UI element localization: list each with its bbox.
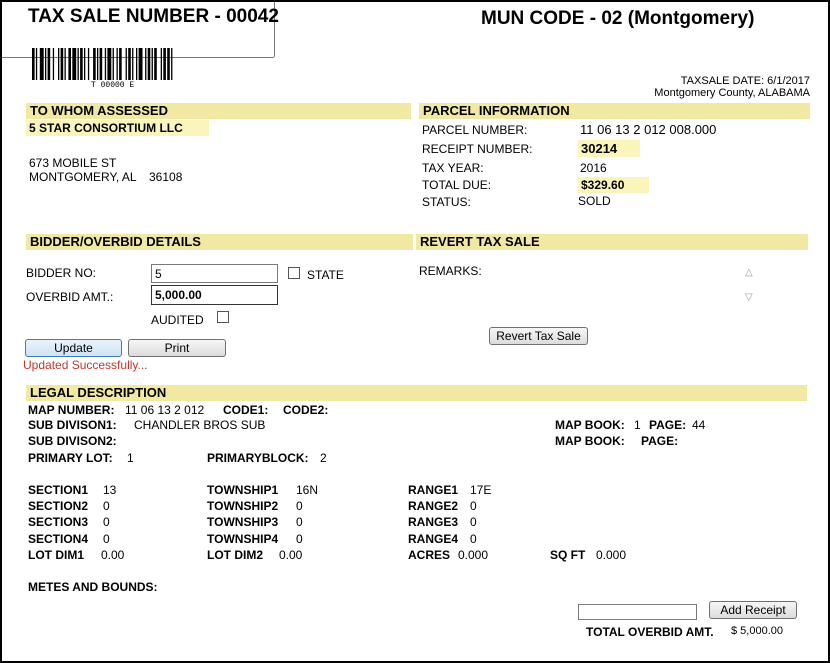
assessed-name: 5 STAR CONSORTIUM LLC (26, 120, 209, 136)
status-label: STATUS: (422, 195, 471, 209)
section-header-bidder-overbid: BIDDER/OVERBID DETAILS (26, 234, 413, 250)
township4-label: TOWNSHIP4 (207, 532, 279, 546)
lot-dim1-value: 0.00 (101, 548, 125, 562)
audited-label: AUDITED (151, 313, 204, 327)
remarks-label: REMARKS: (419, 264, 482, 278)
township3-value: 0 (296, 515, 303, 529)
overbid-amt-input[interactable] (151, 285, 278, 305)
range4-value: 0 (470, 532, 477, 546)
assessed-address: 673 MOBILE ST (29, 156, 117, 170)
parcel-number-value: 11 06 13 2 012 008.000 (580, 122, 717, 137)
township3-label: TOWNSHIP3 (207, 515, 279, 529)
total-overbid-value: $ 5,000.00 (731, 625, 783, 637)
map-number-label: MAP NUMBER: (28, 403, 115, 417)
section-header-parcel-information: PARCEL INFORMATION (419, 103, 810, 119)
section3-value: 0 (103, 515, 110, 529)
map-book-label-2: MAP BOOK: (555, 434, 625, 448)
update-button[interactable]: Update (25, 339, 122, 357)
range3-value: 0 (470, 515, 477, 529)
audited-checkbox[interactable] (217, 311, 229, 323)
mun-code-title: MUN CODE - 02 (Montgomery) (481, 8, 755, 29)
page-label-2: PAGE: (641, 434, 679, 448)
acres-label: ACRES (408, 548, 451, 562)
print-button[interactable]: Print (128, 339, 226, 357)
map-book-value-1: 1 (634, 418, 641, 432)
sq-ft-value: 0.000 (596, 548, 627, 562)
assessed-zip: 36108 (149, 170, 183, 184)
assessed-city-state: MONTGOMERY, AL (29, 170, 137, 184)
section-header-to-whom-assessed: TO WHOM ASSESSED (26, 103, 411, 119)
acres-value: 0.000 (458, 548, 489, 562)
section4-label: SECTION4 (28, 532, 89, 546)
state-checkbox-label: STATE (307, 268, 344, 282)
sq-ft-label: SQ FT (550, 548, 586, 562)
township1-value: 16N (296, 483, 319, 497)
range4-label: RANGE4 (408, 532, 459, 546)
total-overbid-label: TOTAL OVERBID AMT. (586, 625, 714, 639)
range1-value: 17E (470, 483, 492, 497)
primary-block-value: 2 (320, 451, 327, 465)
primary-lot-label: PRIMARY LOT: (28, 451, 113, 465)
revert-tax-sale-button[interactable]: Revert Tax Sale (489, 327, 588, 345)
primary-block-label: PRIMARYBLOCK: (207, 451, 309, 465)
township1-label: TOWNSHIP1 (207, 483, 279, 497)
section1-label: SECTION1 (28, 483, 89, 497)
barcode-image (32, 48, 214, 80)
metes-and-bounds-label: METES AND BOUNDS: (28, 580, 158, 594)
lot-dim1-label: LOT DIM1 (28, 548, 84, 562)
subdivision2-label: SUB DIVISON2: (28, 434, 117, 448)
township4-value: 0 (296, 532, 303, 546)
scroll-down-icon[interactable]: ▽ (745, 292, 753, 303)
code1-label: CODE1: (223, 403, 269, 417)
range2-label: RANGE2 (408, 499, 459, 513)
state-checkbox[interactable] (288, 267, 300, 279)
barcode-text: T 00000 E (91, 81, 135, 90)
section2-label: SECTION2 (28, 499, 89, 513)
map-book-label-1: MAP BOOK: (555, 418, 625, 432)
range3-label: RANGE3 (408, 515, 459, 529)
receipt-number-value: 30214 (578, 140, 640, 157)
parcel-number-label: PARCEL NUMBER: (422, 123, 528, 137)
receipt-input[interactable] (578, 604, 697, 620)
range2-value: 0 (470, 499, 477, 513)
tax-year-label: TAX YEAR: (422, 161, 484, 175)
range1-label: RANGE1 (408, 483, 459, 497)
subdivision1-value: CHANDLER BROS SUB (134, 418, 266, 432)
section-header-legal-description: LEGAL DESCRIPTION (26, 385, 807, 401)
overbid-amt-label: OVERBID AMT.: (26, 290, 114, 304)
township2-label: TOWNSHIP2 (207, 499, 279, 513)
taxsale-date: TAXSALE DATE: 6/1/2017 (680, 75, 810, 87)
tax-year-value: 2016 (580, 161, 607, 175)
code2-label: CODE2: (283, 403, 329, 417)
township2-value: 0 (296, 499, 303, 513)
section-header-revert-tax-sale: REVERT TAX SALE (416, 234, 808, 250)
page-label-1: PAGE: (649, 418, 687, 432)
lot-dim2-label: LOT DIM2 (207, 548, 263, 562)
section4-value: 0 (103, 532, 110, 546)
county-state: Montgomery County, ALABAMA (654, 87, 810, 99)
total-due-label: TOTAL DUE: (422, 178, 492, 192)
section2-value: 0 (103, 499, 110, 513)
map-number-value: 11 06 13 2 012 (125, 403, 205, 417)
bidder-no-input[interactable] (151, 264, 278, 283)
section3-label: SECTION3 (28, 515, 89, 529)
add-receipt-button[interactable]: Add Receipt (709, 601, 797, 619)
receipt-number-label: RECEIPT NUMBER: (422, 142, 533, 156)
tax-sale-number-title: TAX SALE NUMBER - 00042 (28, 6, 279, 27)
update-status-message: Updated Successfully... (23, 358, 148, 372)
subdivision1-label: SUB DIVISON1: (28, 418, 117, 432)
scroll-up-icon[interactable]: △ (745, 267, 753, 278)
total-due-value: $329.60 (578, 177, 649, 193)
section1-value: 13 (103, 483, 117, 497)
page-value-1: 44 (692, 418, 706, 432)
lot-dim2-value: 0.00 (279, 548, 303, 562)
primary-lot-value: 1 (127, 451, 134, 465)
status-value: SOLD (578, 194, 611, 208)
bidder-no-label: BIDDER NO: (26, 266, 97, 280)
